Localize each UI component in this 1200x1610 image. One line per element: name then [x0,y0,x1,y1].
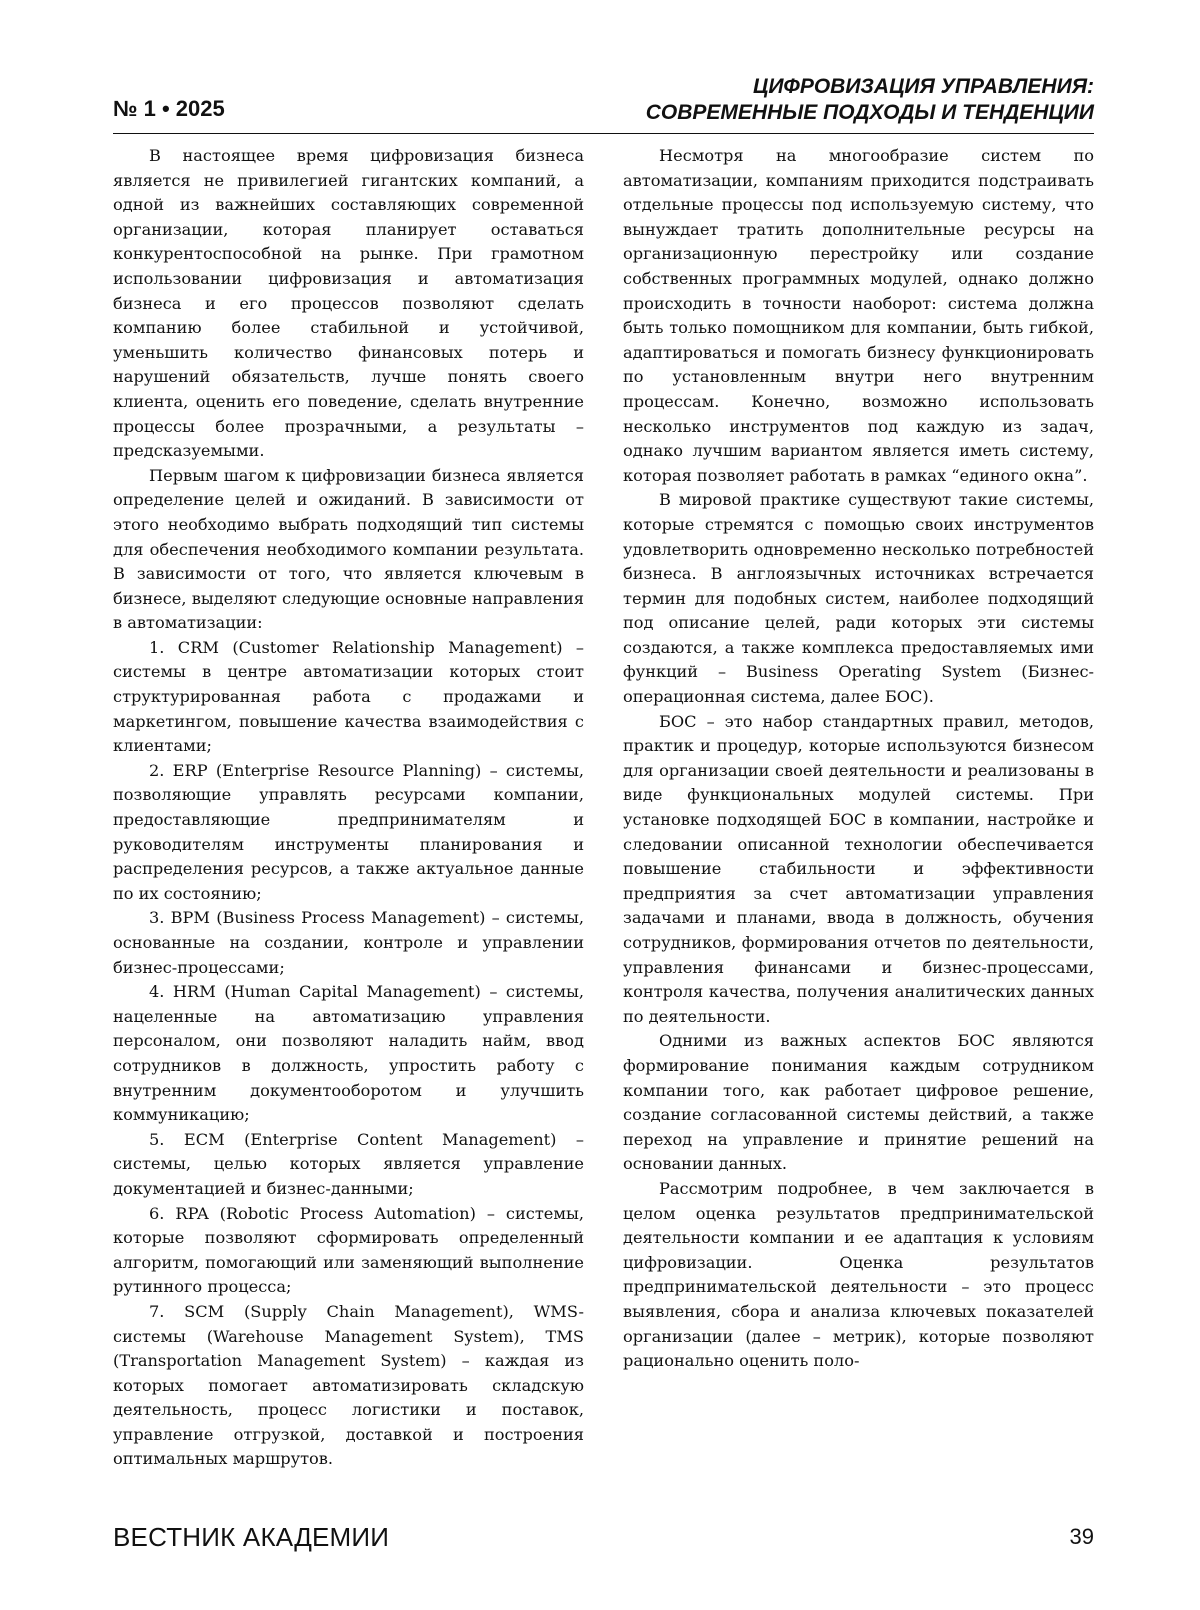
list-item: 7. SCM (Supply Chain Management), WMS-системы (Warehouse Management System), TMS (Transportation Management System) – каждая из которых помогает автоматизировать складскую деятельность, процесс логистики и поставок, управление отгрузкой, доставкой и построения оптимальных маршрутов. [113,1301,584,1469]
list-item: 5. ECM (Enterprise Content Management) – системы, целью которых является управление документацией и бизнес-данными; [113,1129,584,1198]
journal-name: ВЕСТНИК АКАДЕМИИ [113,1522,390,1552]
paragraph: Одними из важных аспектов БОС являются формирование понимания каждым сотрудником компании того, как работает цифровое решение, создание согласованной системы действий, а также переход на управление и принятие решений на основании данных. [623,1031,1094,1174]
list-item: 4. HRM (Human Capital Management) – системы, нацеленные на автоматизацию управления персоналом, они позволяют наладить найм, ввод сотрудников в должность, упростить работу с внутренним документооборотом и улучшить коммуникацию; [113,982,584,1125]
paragraph: БОС – это набор стандартных правил, методов, практик и процедур, которые используются бизнесом для организации своей деятельности и реализованы в виде функциональных модулей системы. При установке подходящей БОС в компании, настройке и следовании описанной технологии обеспечивается повышение стабильности и эффективности предприятия за счет автоматизации управления задачами и планами, ввода в должность, обучения сотрудников, формирования отчетов по деятельности, управления финансами и бизнес-процессами, контроля качества, получения аналитических данных по деятельности. [623,711,1094,1026]
paragraph: В мировой практике существуют такие системы, которые стремятся с помощью своих инструментов удовлетворить одновременно несколько потребностей бизнеса. В англоязычных источниках встречается термин для подобных систем, наиболее подходящий под описание целей, ради которых эти системы создаются, а также комплекса предоставляемых ими функций – Business Operating System (Бизнес-операционная система, далее БОС). [623,490,1094,707]
paragraph: В настоящее время цифровизация бизнеса является не привилегией гигантских компаний, а одной из важнейших составляющих современной организации, которая планирует оставаться конкурентоспособной на рынке. При грамотном использовании цифровизация и автоматизация бизнеса и его процессов позволяют сделать компанию более стабильной и устойчивой, уменьшить количество финансовых потерь и нарушений обязательств, лучше понять своего клиента, оценить его поведение, сделать внутренние процессы более прозрачными, а результаты – предсказуемыми. [113,146,584,461]
section-title [646,74,1094,126]
issue-number: № 1 • 2025 [113,96,225,121]
list-item: 2. ERP (Enterprise Resource Planning) – системы, позволяющие управлять ресурсами компании, предоставляющие предпринимателям и руководителям инструменты планирования и распределения ресурсов, а также актуальное данные по их состоянию; [113,760,584,903]
left-column [113,144,584,1472]
right-column [623,144,1094,1374]
section-title-line-2: СОВРЕМЕННЫЕ ПОДХОДЫ И ТЕНДЕНЦИИ [645,101,1094,124]
page-number: 39 [1069,1524,1094,1549]
list-item: 3. BPM (Business Process Management) – системы, основанные на создании, контроле и управлении бизнес-процессами; [113,908,584,977]
paragraph: Несмотря на многообразие систем по автоматизации, компаниям приходится подстраивать отдельные процессы под используемую систему, что вынуждает тратить дополнительные ресурсы на организационную перестройку или создание собственных программных модулей, однако должно происходить в точности наоборот: система должна быть только помощником для компании, быть гибкой, адаптироваться и помогать бизнесу функционировать по установленным внутри него внутренним процессам. Конечно, возможно использовать несколько инструментов под каждую из задач, однако лучшим вариантом является иметь систему, которая позволяет работать в рамках “единого окна”. [623,146,1094,485]
header-divider [113,133,1094,134]
paragraph: Первым шагом к цифровизации бизнеса является определение целей и ожиданий. В зависимости от этого необходимо выбрать подходящий тип системы для обеспечения необходимого компании результата. В зависимости от того, что является ключевым в бизнесе, выделяют следующие основные направления в автоматизации: [113,465,584,633]
paragraph: Рассмотрим подробнее, в чем заключается в целом оценка результатов предпринимательской деятельности компании и ее адаптация к условиям цифровизации. Оценка результатов предпринимательской деятельности – это процесс выявления, сбора и анализа ключевых показателей организации (далее – метрик), которые позволяют рационально оценить поло- [623,1178,1094,1371]
list-item: 6. RPA (Robotic Process Automation) – системы, которые позволяют сформировать определенный алгоритм, помогающий или заменяющий выполнение рутинного процесса; [113,1203,584,1297]
section-title-line-1: ЦИФРОВИЗАЦИЯ УПРАВЛЕНИЯ: [753,75,1094,98]
list-item: 1. CRM (Customer Relationship Management) – системы в центре автоматизации которых стоит структурированная работа с продажами и маркетингом, повышение качества взаимодействия с клиентами; [113,637,584,756]
